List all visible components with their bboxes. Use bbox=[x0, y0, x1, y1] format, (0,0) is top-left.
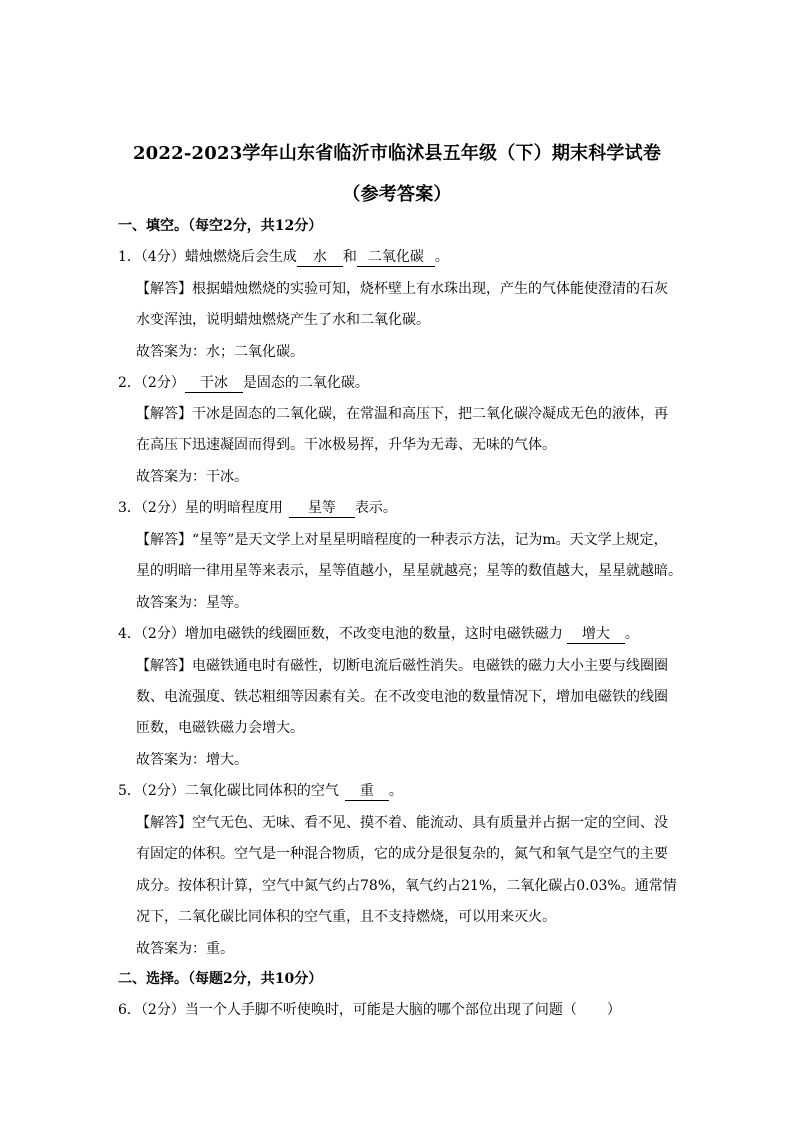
question-2-text-end: 是固态的二氧化碳。 bbox=[242, 375, 369, 391]
question-3-answer: 故答案为：星等。 bbox=[136, 595, 248, 611]
question-6 bbox=[118, 1000, 621, 1020]
question-5-text: 5．（2分）二氧化碳比同体积的空气 bbox=[118, 783, 339, 799]
document-title: 2022-2023学年山东省临沂市临沭县五年级（下）期末科学试卷 bbox=[132, 143, 662, 164]
question-4-text: 4．（2分）增加电磁铁的线圈匝数，不改变电池的数量，这时电磁铁磁力 bbox=[118, 626, 563, 642]
question-1-blank-2: 二氧化碳 bbox=[357, 249, 435, 267]
question-3 bbox=[118, 498, 397, 518]
document-subtitle: （参考答案） bbox=[342, 184, 452, 205]
question-3-analysis-line: 星的明暗一律用星等来表示，星等值越小，星星就越亮；星等的数值越大，星星就越暗。 bbox=[136, 563, 682, 579]
question-1-analysis-line: 【解答】根据蜡烛燃烧的实验可知，烧杯壁上有水珠出现，产生的气体能使澄清的石灰 bbox=[136, 281, 668, 297]
question-2-text: 2．（2分） bbox=[118, 375, 185, 391]
question-5-text-end: 。 bbox=[388, 783, 403, 799]
question-2-answer: 故答案为：干冰。 bbox=[136, 469, 248, 485]
question-2-analysis-line: 【解答】干冰是固态的二氧化碳，在常温和高压下，把二氧化碳冷凝成无色的液体，再 bbox=[136, 406, 668, 422]
question-4 bbox=[118, 624, 639, 644]
question-4-blank-1: 增大 bbox=[567, 626, 625, 644]
section-heading-choice: 二、选择。（每题2分，共10分） bbox=[118, 971, 323, 987]
question-1-answer: 故答案为：水；二氧化碳。 bbox=[136, 344, 304, 360]
question-5-analysis-line: 有固定的体积。空气是一种混合物质，它的成分是很复杂的，氮气和氧气是空气的主要 bbox=[136, 846, 668, 862]
question-1-analysis-line: 水变浑浊，说明蜡烛燃烧产生了水和二氧化碳。 bbox=[136, 312, 430, 328]
question-5-analysis-line: 成分。按体积计算，空气中氮气约占78%，氧气约占21%，二氧化碳占0.03%。通常情 bbox=[136, 878, 677, 894]
section-heading-fill-in: 一、填空。（每空2分，共12分） bbox=[118, 218, 323, 234]
question-6-text-end: ） bbox=[606, 1002, 621, 1018]
question-1-text: 1．（4分）蜡烛燃烧后会生成 bbox=[118, 249, 297, 265]
question-6-text: 6．（2分）当一个人手脚不听使唤时，可能是大脑的哪个部位出现了问题（ bbox=[118, 1002, 577, 1018]
question-4-text-end: 。 bbox=[624, 626, 639, 642]
question-5-answer: 故答案为：重。 bbox=[136, 941, 234, 957]
question-1 bbox=[118, 247, 449, 267]
question-5 bbox=[118, 781, 403, 801]
question-4-analysis-line: 匝数，电磁铁磁力会增大。 bbox=[136, 720, 304, 736]
question-2 bbox=[118, 373, 369, 393]
question-3-analysis-line: 【解答】“星等”是天文学上对星星明暗程度的一种表示方法，记为m。天文学上规定， bbox=[136, 532, 668, 548]
question-4-answer: 故答案为：增大。 bbox=[136, 752, 248, 768]
question-2-analysis-line: 在高压下迅速凝固而得到。干冰极易挥，升华为无毒、无味的气体。 bbox=[136, 437, 556, 453]
question-4-analysis-line: 【解答】电磁铁通电时有磁性，切断电流后磁性消失。电磁铁的磁力大小主要与线圈圈 bbox=[136, 658, 668, 674]
question-5-analysis-line: 况下，二氧化碳比同体积的空气重，且不支持燃烧，可以用来灭火。 bbox=[136, 909, 556, 925]
question-4-analysis-line: 数、电流强度、铁芯粗细等因素有关。在不改变电池的数量情况下，增加电磁铁的线圈 bbox=[136, 689, 668, 705]
question-3-blank-1: 星等 bbox=[289, 500, 355, 518]
question-1-blank-1: 水 bbox=[297, 249, 343, 267]
question-5-blank-1: 重 bbox=[345, 783, 389, 801]
question-1-text-end: 。 bbox=[434, 249, 449, 265]
question-2-blank-1: 干冰 bbox=[185, 375, 243, 393]
question-1-text-mid: 和 bbox=[342, 249, 357, 265]
question-5-analysis-line: 【解答】空气无色、无味、看不见、摸不着、能流动、具有质量并占据一定的空间、没 bbox=[136, 815, 668, 831]
question-3-text: 3．（2分）星的明暗程度用 bbox=[118, 500, 283, 516]
question-3-text-end: 表示。 bbox=[354, 500, 397, 516]
